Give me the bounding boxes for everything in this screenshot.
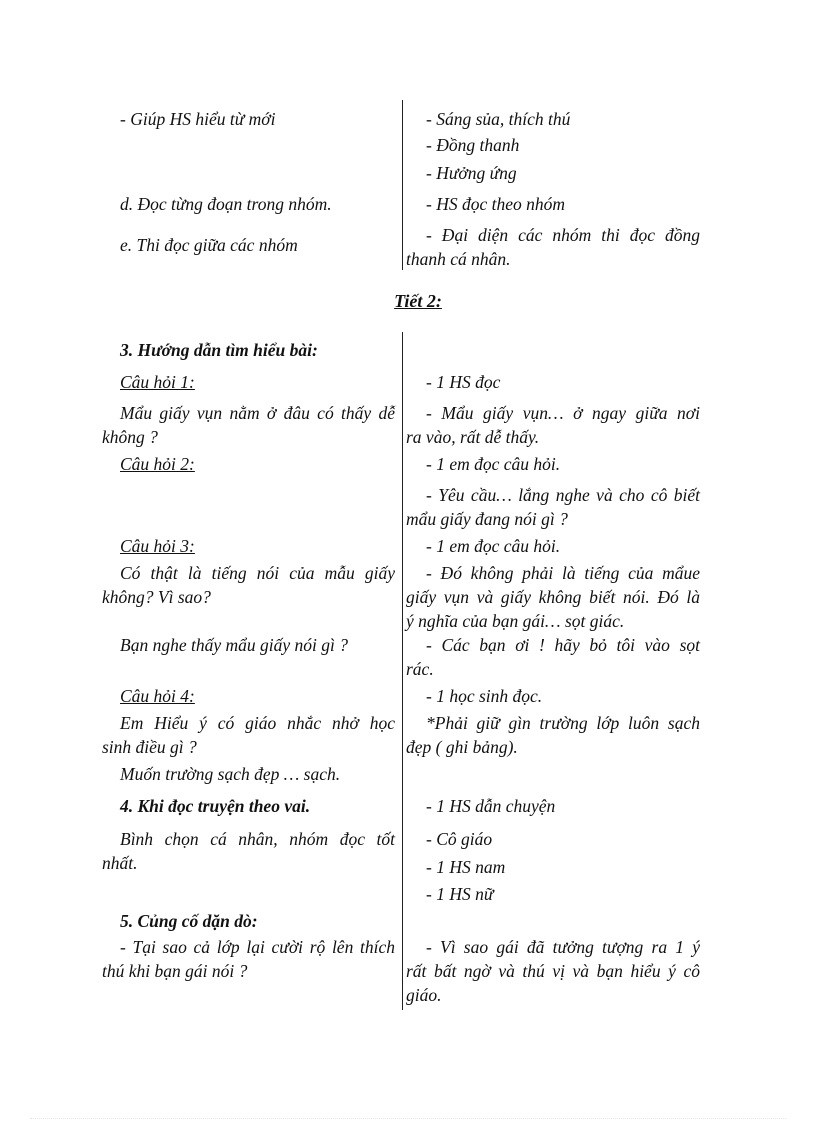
right-sang-sua: - Sáng sủa, thích thú: [426, 109, 571, 129]
right-huong-ung: - Hưởng ứng: [426, 163, 517, 183]
right-dai-dien-line1: - Đại diện các nhóm thi đọc đồng: [426, 225, 700, 245]
left-thi-doc: e. Thi đọc giữa các nhóm: [120, 235, 298, 255]
q3-line2: không? Vì sao?: [102, 587, 211, 607]
a3b-line2: giấy vụn và giấy không biết nói. Đó là: [406, 587, 700, 607]
a1: - 1 HS đọc: [426, 372, 501, 392]
a6-line1: - Vì sao gái đã tưởng tượng ra 1 ý: [426, 937, 700, 957]
a5: - 1 HS dẫn chuyện: [426, 796, 556, 816]
a2b-line1: - Yêu cầu… lắng nghe và cho cô biết: [426, 485, 700, 505]
cau-hoi-4: Câu hỏi 4:: [120, 686, 195, 706]
q3b: Bạn nghe thấy mẩu giấy nói gì ?: [120, 635, 348, 655]
right-dai-dien-line2: thanh cá nhân.: [406, 249, 511, 269]
a3: - 1 em đọc câu hỏi.: [426, 536, 561, 556]
q3-line1: Có thật là tiếng nói của mẫu giấy: [120, 563, 395, 583]
a3c-line1: - Các bạn ơi ! hãy bỏ tôi vào sọt: [426, 635, 700, 655]
a5d: - 1 HS nữ: [426, 884, 494, 904]
a4: - 1 học sinh đọc.: [426, 686, 543, 706]
q4b: Muốn trường sạch đẹp … sạch.: [120, 764, 341, 784]
heading-huong-dan: 3. Hướng dẫn tìm hiểu bài:: [120, 340, 318, 360]
left-doc-tung-doan: d. Đọc từng đoạn trong nhóm.: [120, 194, 332, 214]
a3b-line1: - Đó không phải là tiếng của mẩue: [426, 563, 700, 583]
q1-line2: không ?: [102, 427, 158, 447]
a5c: - 1 HS nam: [426, 857, 506, 877]
column-divider-top: [402, 100, 403, 270]
q5-line2: thú khi bạn gái nói ?: [102, 961, 248, 981]
binh-chon-line1: Bình chọn cá nhân, nhóm đọc tốt: [120, 829, 395, 849]
a6-line3: giáo.: [406, 985, 442, 1005]
column-divider-bottom: [402, 332, 403, 1010]
a1b-line1: - Mẩu giấy vụn… ở ngay giữa nơi: [426, 403, 700, 423]
heading-cung-co: 5. Củng cố dặn dò:: [120, 911, 258, 931]
binh-chon-line2: nhất.: [102, 853, 138, 873]
q5-line1: - Tại sao cả lớp lại cười rộ lên thích: [120, 937, 395, 957]
a1b-line2: ra vào, rất dễ thấy.: [406, 427, 540, 447]
left-giup-hs: - Giúp HS hiểu từ mới: [120, 109, 276, 129]
a4b-line2: đẹp ( ghi bảng).: [406, 737, 518, 757]
q4-line2: sinh điều gì ?: [102, 737, 197, 757]
right-hs-doc-nhom: - HS đọc theo nhóm: [426, 194, 566, 214]
page-bottom-rule: [30, 1118, 786, 1119]
a2b-line2: mẩu giấy đang nói gì ?: [406, 509, 568, 529]
a6-line2: rất bất ngờ và thú vị và bạn hiểu ý cô: [406, 961, 700, 981]
a3c-line2: rác.: [406, 659, 434, 679]
section-title: Tiết 2:: [394, 291, 442, 311]
a2: - 1 em đọc câu hỏi.: [426, 454, 561, 474]
a5b: - Cô giáo: [426, 829, 493, 849]
q4-line1: Em Hiểu ý có giáo nhắc nhở học: [120, 713, 395, 733]
cau-hoi-3: Câu hỏi 3:: [120, 536, 195, 556]
a3b-line3: ý nghĩa của bạn gái… sọt giác.: [406, 611, 625, 631]
cau-hoi-2: Câu hỏi 2:: [120, 454, 195, 474]
heading-doc-theo-vai: 4. Khi đọc truyện theo vai.: [120, 796, 311, 816]
cau-hoi-1: Câu hỏi 1:: [120, 372, 195, 392]
a4b-line1: *Phải giữ gìn trường lớp luôn sạch: [426, 713, 700, 733]
q1-line1: Mẩu giấy vụn nằm ở đâu có thấy dễ: [120, 403, 395, 423]
right-dong-thanh: - Đồng thanh: [426, 135, 520, 155]
